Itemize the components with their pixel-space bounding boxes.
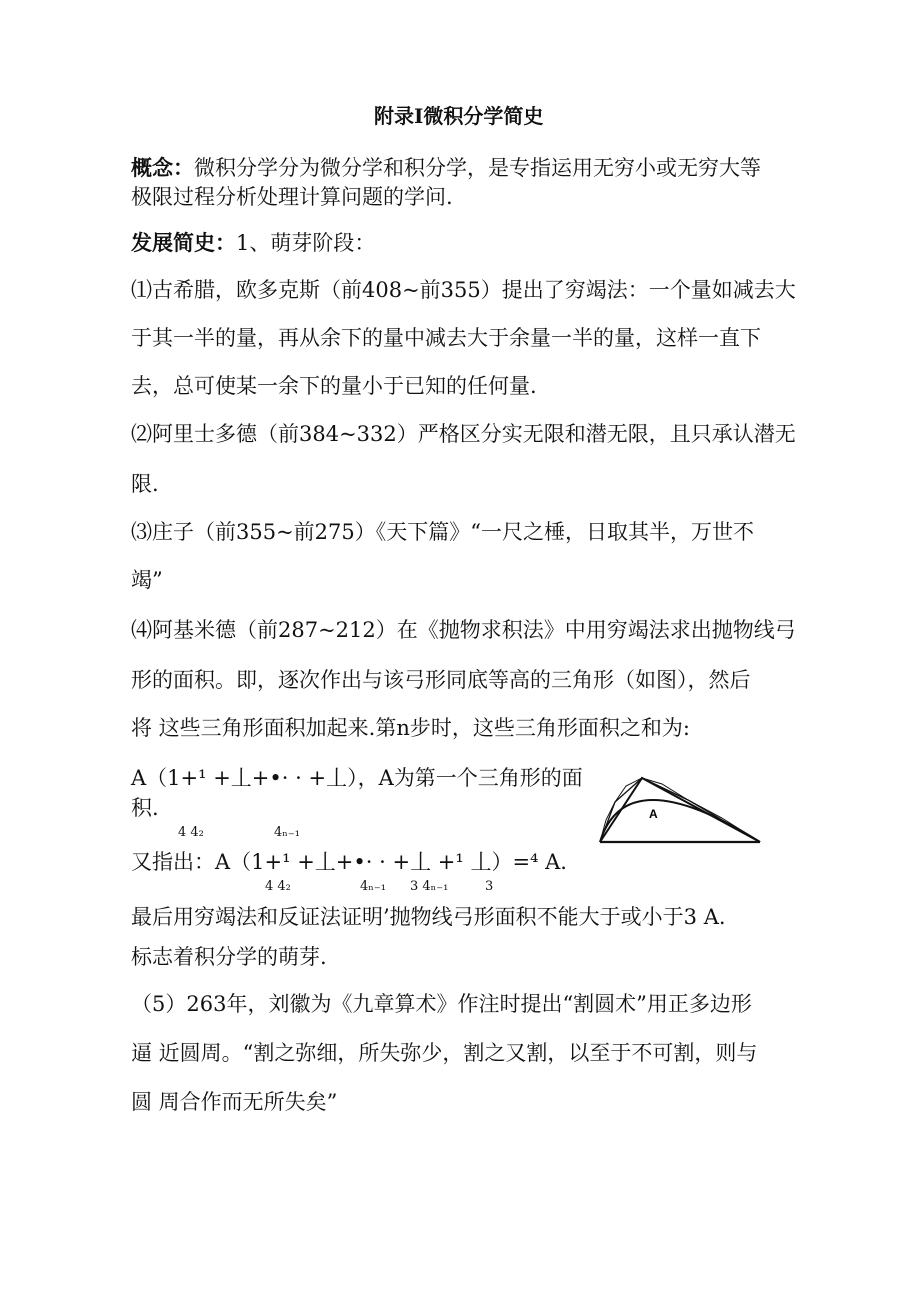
- concept-label: 概念：: [131, 155, 194, 180]
- formula-2-sub-c: 3 4ₙ₋₁: [410, 879, 449, 894]
- p5-line-1: （5）263年，刘徽为《九章算术》作注时提出“割圆术”用正多边形: [131, 992, 752, 1016]
- formula-1-line: A（1+¹ +丄+•· · +丄），A为第一个三角形的面: [131, 766, 583, 790]
- p4-line-1: ⑷阿基米德（前287~212）在《抛物求积法》中用穷竭法求出抛物线弓: [131, 618, 796, 642]
- history-heading: [131, 232, 375, 254]
- main-triangle: [600, 778, 760, 842]
- conclusion-line-1: 最后用穷竭法和反证法证明’抛物线弓形面积不能大于或小于3 A.: [131, 905, 726, 929]
- p1-line-1: ⑴古希腊，欧多克斯（前408~前355）提出了穷竭法：一个量如减去大: [131, 278, 796, 302]
- parabola-segment-figure: [596, 768, 766, 848]
- history-label: 发展简史：: [131, 230, 236, 255]
- formula-2-sub-b: 4ₙ₋₁: [360, 879, 386, 894]
- formula-2-sub-d: 3: [485, 879, 494, 894]
- p5-line-2: 逼 近圆周。“割之弥细，所失弥少，割之又割，以至于不可割，则与: [131, 1041, 758, 1065]
- p2-line-1: ⑵阿里士多德（前384~332）严格区分实无限和潜无限，且只承认潜无: [131, 422, 796, 446]
- formula-1-cont: 积.: [131, 796, 159, 820]
- p2-line-2: 限.: [131, 472, 159, 496]
- formula-2-sub-a: 4 4₂: [265, 879, 291, 894]
- conclusion-line-2: 标志着积分学的萌芽.: [131, 945, 327, 969]
- figure-label: A: [649, 807, 658, 821]
- p4-line-3: 将 这些三角形面积加起来.第n步时，这些三角形面积之和为:: [131, 716, 690, 740]
- concept-text-1: 微积分学分为微分学和积分学，是专指运用无穷小或无穷大等: [194, 156, 761, 180]
- p1-line-3: 去，总可使某一余下的量小于已知的任何量.: [131, 374, 537, 398]
- history-stage: 1、萌芽阶段：: [236, 231, 376, 255]
- formula-1-sub-a: 4 4₂: [178, 825, 204, 840]
- formula-2-line: 又指出：A（1+¹ +丄+•· · +丄 +¹ 丄）=⁴ A.: [131, 850, 567, 874]
- formula-1-sub-b: 4ₙ₋₁: [274, 825, 300, 840]
- concept-line-2: 极限过程分析处理计算问题的学问.: [131, 185, 453, 209]
- p5-line-3: 圆 周合作而无所失矣”: [131, 1090, 338, 1114]
- p3-line-2: 竭”: [131, 568, 163, 592]
- concept-line-1: [131, 157, 761, 179]
- p4-line-2: 形的面积。即，逐次作出与该弓形同底等高的三角形（如图），然后: [131, 668, 751, 692]
- page-title: 附录I微积分学简史: [374, 104, 544, 128]
- p1-line-2: 于其一半的量，再从余下的量中减去大于余量一半的量，这样一直下: [131, 326, 761, 350]
- p3-line-1: ⑶庄子（前355~前275）《天下篇》“一尺之棰，日取其半，万世不: [131, 520, 754, 544]
